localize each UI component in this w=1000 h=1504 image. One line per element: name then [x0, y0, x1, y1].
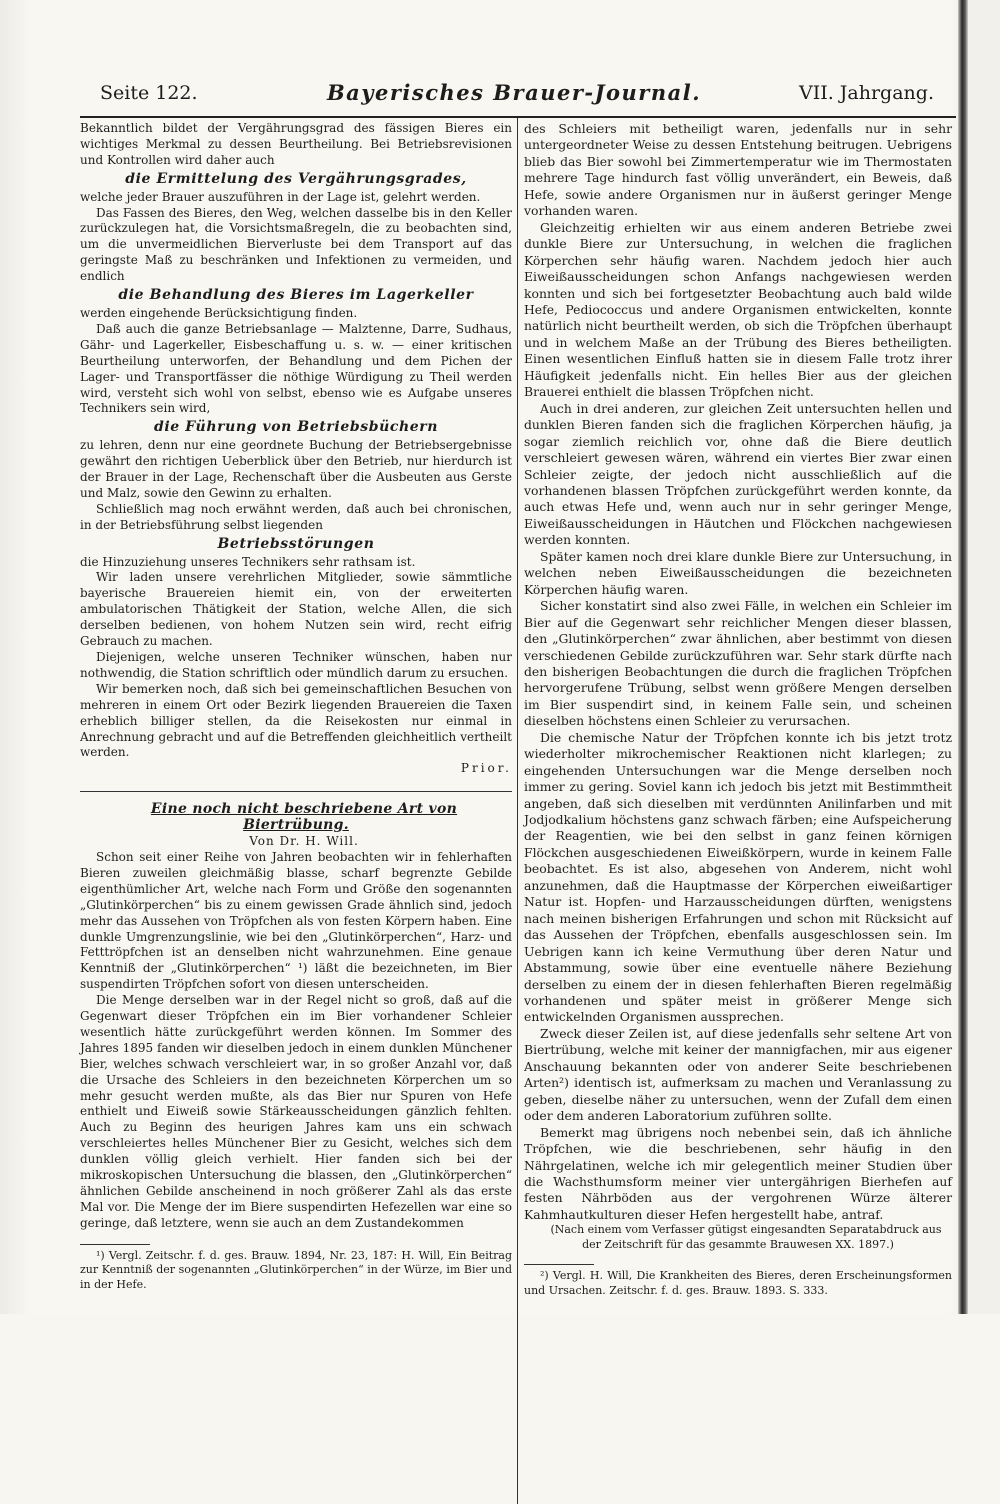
left-column	[80, 121, 512, 1292]
column-divider	[517, 118, 518, 1504]
paragraph: Zweck dieser Zeilen ist, auf diese jedenfalls sehr seltene Art von Biertrübung, welche mit keiner der mannigfachen, mir aus eigener Anschauung bekannten oder von anderer Seite beschriebenen Arten²) identisch ist, aufmerksam zu machen und Veranlassung zu geben, dieselbe näher zu untersuchen, wenn der Zufall dem einen oder dem anderen Laboratorium zuführen sollte.	[524, 1025, 952, 1124]
source-note: (Nach einem vom Verfasser gütigst eingesandten Separatabdruck aus der Zeitschrift für das gesammte Brauwesen XX. 1897.)	[550, 1223, 942, 1251]
volume-label: VII. Jahrgang.	[798, 82, 934, 104]
paragraph: zu lehren, denn nur eine geordnete Buchung der Betriebsergebnisse gewährt den richtigen Ueberblick über den Betrieb, nur hierdurch ist der Brauer in der Lage, Rechenschaft über die Ausbeuten aus Gerste und Malz, sowie den Gewinn zu erhalten.	[80, 438, 512, 500]
paragraph: Schon seit einer Reihe von Jahren beobachten wir in fehlerhaften Bieren zuweilen gleichmäßig blasse, scharf begrenzte Gebilde eigenthümlicher Art, welche nach Form und Größe den sogenannten „Glutinkörperchen“ bis zu einem gewissen Grade ähnlich sind, jedoch mehr das Aussehen von Tröpfchen als von festen Körpern haben. Eine dunkle Umgrenzungslinie, wie bei den „Glutinkörperchen“, Harz- und Fetttröpfchen ist an denselben nicht wahrzunehmen. Eine genaue Kenntniß der „Glutinkörperchen“ ¹) läßt die bezeichneten, im Bier suspendirten Tröpfchen sofort von diesen unterscheiden.	[80, 849, 512, 992]
paragraph: die Hinzuziehung unseres Technikers sehr rathsam ist.	[80, 554, 416, 569]
article-rule	[80, 791, 512, 792]
paragraph: Diejenigen, welche unseren Techniker wünschen, haben nur nothwendig, die Station schriftlich oder mündlich darum zu ersuchen.	[80, 650, 512, 680]
page-number: Seite 122.	[100, 82, 198, 104]
section-heading: die Behandlung des Bieres im Lagerkeller	[118, 287, 474, 304]
paragraph: Wir laden unsere verehrlichen Mitglieder, sowie sämmtliche bayerische Brauereien hiemit ein, von der erweiterten ambulatorischen Thätigkeit der Station, welche Allen, die sich derselben bedienen, von hohem Nutzen sein wird, recht eifrig Gebrauch zu machen.	[80, 570, 512, 649]
running-header	[94, 80, 934, 110]
paragraph: Die chemische Natur der Tröpfchen konnte ich bis jetzt trotz wiederholter mikrochemischer Reaktionen nicht klarlegen; zu eingehenden Untersuchungen war die Menge derselben noch immer zu gering. Soviel kann ich jedoch bis jetzt mit Bestimmtheit angeben, daß sich dieselben mit verdünnten Anilinfarben und mit Jodjodkalium höchstens ganz schwach färben; eine Aufspeicherung der Reagentien, wie bei den selbst in ganz feinen körnigen Flöckchen ausgeschiedenen Eiweißkörpern, wurde in keinem Falle beobachtet. Es ist also, abgesehen von Anderem, nicht wohl anzunehmen, daß die Hauptmasse der Körperchen eiweißartiger Natur ist. Hopfen- und Harzausscheidungen dürften, wenigstens nach meinen bisherigen Erfahrungen und schon mit Rücksicht auf das Aussehen der Tröpfchen, ebenfalls ausgeschlossen sein. Im Uebrigen kann ich keine Vermuthung über deren Natur und Abstammung, sowie über eine eventuelle nähere Beziehung derselben zu einem der in diesen fehlerhaften Bieren regelmäßig vorhandenen und später meist in größerer Menge sich entwickelnden Organismen aussprechen.	[524, 729, 952, 1025]
paragraph: Gleichzeitig erhielten wir aus einem anderen Betriebe zwei dunkle Biere zur Untersuchung, in welchen die fraglichen Körperchen sehr häufig waren. Nachdem jedoch hier auch Eiweißausscheidungen schon Anfangs nachgewiesen werden konnten und sich bei fortgesetzter Beobachtung auch bald wilde Hefe, Pediococcus und andere Organismen entwickelten, konnte natürlich nicht beurtheilt werden, ob sich die Tröpfchen überhaupt und in welchem Maße an der Trübung des Bieres betheiligten. Einen wesentlichen Einfluß hatten sie in diesem Falle trotz ihrer Häufigkeit jedenfalls nicht. Ein helles Bier aus der gleichen Brauerei enthielt die blassen Tröpfchen nicht.	[524, 219, 952, 400]
section-heading: die Führung von Betriebsbüchern	[153, 419, 439, 436]
right-column	[524, 121, 952, 1298]
article-byline: Von Dr. H. Will.	[249, 834, 359, 849]
paragraph: Wir bemerken noch, daß sich bei gemeinschaftlichen Besuchen von mehreren in einem Ort oder Bezirk liegenden Brauereien die Taxen erheblich billiger stellen, da die Reisekosten nur einmal in Anrechnung gebracht und auf die Betreffenden gleichheitlich vertheilt werden.	[80, 681, 512, 760]
section-heading: Betriebsstörungen	[217, 535, 375, 552]
paragraph: Bemerkt mag übrigens noch nebenbei sein, daß ich ähnliche Tröpfchen, wie die beschriebenen, sehr häufig in den Nährgelatinen, welche ich mir gelegentlich meiner Studien über die Wachsthumsform meiner vier untergährigen Bierhefen auf festen Nährböden aus der vergohrenen Würze älterer Kahmhautkulturen dieser Hefen hergestellt habe, antraf.	[524, 1124, 952, 1222]
article-title: Eine noch nicht beschriebene Art von Biertrübung.	[150, 801, 458, 834]
footnote: ²) Vergl. H. Will, Die Krankheiten des Bieres, deren Erscheinungsformen und Ursachen. Zeitschr. f. d. ges. Brauw. 1893. S. 333.	[524, 1269, 952, 1297]
footnote-rule	[80, 1244, 150, 1245]
section-heading: die Ermittelung des Vergährungsgrades,	[125, 170, 467, 187]
paragraph: Bekanntlich bildet der Vergährungsgrad des fässigen Bieres ein wichtiges Merkmal zu dessen Beurtheilung. Bei Betriebsrevisionen und Kontrollen wird daher auch	[80, 121, 512, 167]
paragraph: Das Fassen des Bieres, den Weg, welchen dasselbe bis in den Keller zurückzulegen hat, die Vorsichtsmaßregeln, die zu beobachten sind, um die unvermeidlichen Bierverluste bei dem Transport auf das geringste Maß zu beschränken und Infektionen zu vermeiden, und endlich	[80, 205, 512, 284]
header-rule	[80, 116, 956, 118]
paragraph: welche jeder Brauer auszuführen in der Lage ist, gelehrt werden.	[80, 189, 481, 204]
footnote-rule	[524, 1264, 594, 1265]
paragraph: Die Menge derselben war in der Regel nicht so groß, daß auf die Gegenwart dieser Tröpfchen ein im Bier vorhandener Schleier wesentlich hätte zurückgeführt werden können. Im Sommer des Jahres 1895 fanden wir dieselben jedoch in einem dunklen Münchener Bier, welches schwach verschleiert war, in so großer Anzahl vor, daß die Ursache des Schleiers in den bezeichneten Körperchen um so mehr gesucht werden mußte, als das Bier nur Spuren von Hefe enthielt und Eiweiß sowie Stärkeausscheidungen gänzlich fehlten. Auch zu Beginn des heurigen Jahres kam uns ein schwach verschleiertes helles Münchener Bier zu Gesicht, welches sich dem dunklen völlig gleich verhielt. Hier fanden sich bei der mikroskopischen Untersuchung die blassen, den „Glutinkörperchen“ ähnlichen Gebilde anscheinend in noch größerer Zahl als das erste Mal vor. Die Menge der im Biere suspendirten Hefezellen war eine so geringe, daß letztere, wenn sie auch an dem Zustandekommen	[80, 993, 512, 1230]
paragraph: werden eingehende Berücksichtigung finden.	[80, 305, 358, 320]
paragraph: Später kamen noch drei klare dunkle Biere zur Untersuchung, in welchen neben Eiweißausscheidungen die bezeichneten Körperchen häufig waren.	[524, 548, 952, 597]
adjacent-page-edge	[968, 0, 1000, 1314]
signature: Prior.	[460, 761, 512, 776]
footnote: ¹) Vergl. Zeitschr. f. d. ges. Brauw. 1894, Nr. 23, 187: H. Will, Ein Beitrag zur Kenntniß der sogenannten „Glutinkörperchen“ in der Würze, im Bier und in der Hefe.	[80, 1248, 512, 1291]
journal-title: Bayerisches Brauer-Journal.	[326, 80, 702, 105]
paragraph: Auch in drei anderen, zur gleichen Zeit untersuchten hellen und dunklen Bieren fanden sich die fraglichen Körperchen häufig, ja sogar ziemlich reichlich vor, ohne daß die Biere deutlich verschleiert gewesen wären, während ein viertes Bier zwar einen Schleier zeigte, der jedoch nicht ausschließlich auf die vorhandenen blassen Tröpfchen zurückgeführt werden konnte, da auch etwas Hefe und, wenn auch nur in sehr geringer Menge, Eiweißausscheidungen in Häutchen und Flöckchen nachgewiesen werden konnten.	[524, 400, 952, 548]
paragraph: des Schleiers mit betheiligt waren, jedenfalls nur in sehr untergeordneter Weise zu dessen Entstehung beitrugen. Uebrigens blieb das Bier sowohl bei Zimmertemperatur wie im Thermostaten mehrere Tage hindurch fast völlig unverändert, ein Beweis, daß Hefe, sowie andere Organismen nur in äußerst geringer Menge vorhanden waren.	[524, 121, 952, 219]
paragraph: Sicher konstatirt sind also zwei Fälle, in welchen ein Schleier im Bier auf die Gegenwart sehr reichlicher Mengen dieser blassen, den „Glutinkörperchen“ zwar ähnlichen, aber bestimmt von diesen verschiedenen Gebilde zurückzuführen war. Sehr stark dürfte nach den bisherigen Beobachtungen die durch die fraglichen Tröpfchen hervorgerufene Trübung, selbst wenn größere Mengen derselben im Bier suspendirt sind, in keinem Falle sein, und scheinen dieselben höchstens einen Schleier zu verursachen.	[524, 598, 952, 729]
paragraph: Daß auch die ganze Betriebsanlage — Malztenne, Darre, Sudhaus, Gähr- und Lagerkeller, Eisbeschaffung u. s. w. — einer kritischen Beurtheilung unterworfen, der Behandlung und dem Pichen der Lager- und Transportfässer die nöthige Würdigung zu Theil werden wird, versteht sich wohl von selbst, ebenso wie es Aufgabe unseres Technikers sein wird,	[80, 321, 512, 416]
book-spine-shadow	[958, 0, 968, 1314]
paragraph: Schließlich mag noch erwähnt werden, daß auch bei chronischen, in der Betriebsführung selbst liegenden	[80, 501, 512, 532]
